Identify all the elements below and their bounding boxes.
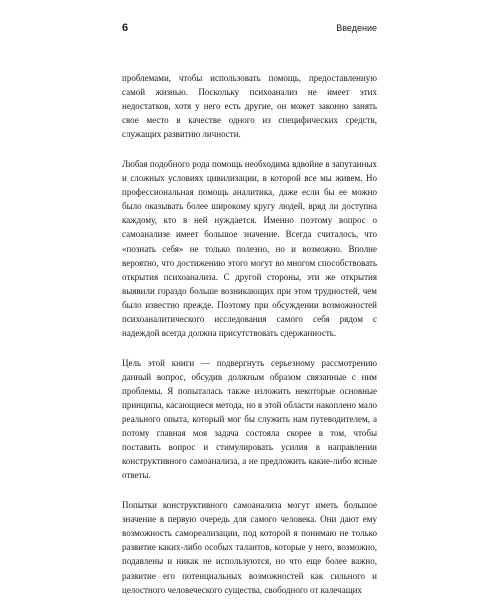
page-number: 6 [122, 22, 129, 34]
section-title: Введение [336, 23, 377, 33]
paragraph-continuation: проблемами, чтобы использовать помощь, предоставленную самой жизнью. Поскольку психоанализ не имеет этих недостатков, хотя у него есть другие, он может законно занять свое место в качестве одного из специфических средств, служащих развитию личности. [122, 73, 377, 140]
running-header [122, 20, 377, 36]
paragraph-self-analysis-attempts: Попытки конструктивного самоанализа могут иметь большое значение в первую очередь для самого человека. Они дают ему возможность самореализации, под которой я понимаю не только развитие каких-либо особых талантов, которые у него, возможно, подавлены и никак не используются, но что еще более важно, развитие его потенциальных возможностей как сильного и целостного человеческого существа, свободного от калечащих [122, 500, 377, 595]
body-text [122, 71, 377, 612]
paragraph-book-purpose: Цель этой книги — подвергнуть серьезному рассмотрению данный вопрос, обсудив должным образом связанные с ним проблемы. Я попыталась также изложить некоторые основные принципы, касающиеся метода, но в этой области накоплено мало реального опыта, который мог бы служить нам путеводителем, а потому главная моя задача состояла скорее в том, чтобы поставить вопрос и стимулировать усилия в направлении конструктивного самоанализа, а не предложить какие-либо ясные ответы. [122, 357, 377, 481]
paragraph-help-in-civilization: Любая подобного рода помощь необходима вдвойне в запутанных и сложных условиях цивилизации, в которой все мы живем. Но профессиональная помощь аналитика, даже если бы ее можно было оказывать более широкому кругу людей, вряд ли доступна каждому, кто в ней нуждается. Именно поэтому вопрос о самоанализе имеет большое значение. Всегда считалось, что «познать себя» не только полезно, но и возможно. Вполне вероятно, что достижению этого могут во многом способствовать открытия психоанализа. С другой стороны, эти же открытия выявили гораздо больше возникающих при этом трудностей, чем было известно прежде. Поэтому при обсуждении возможностей психоаналитического исследования самого себя рядом с надеждой всегда должна присутствовать сдержанность. [122, 158, 377, 339]
